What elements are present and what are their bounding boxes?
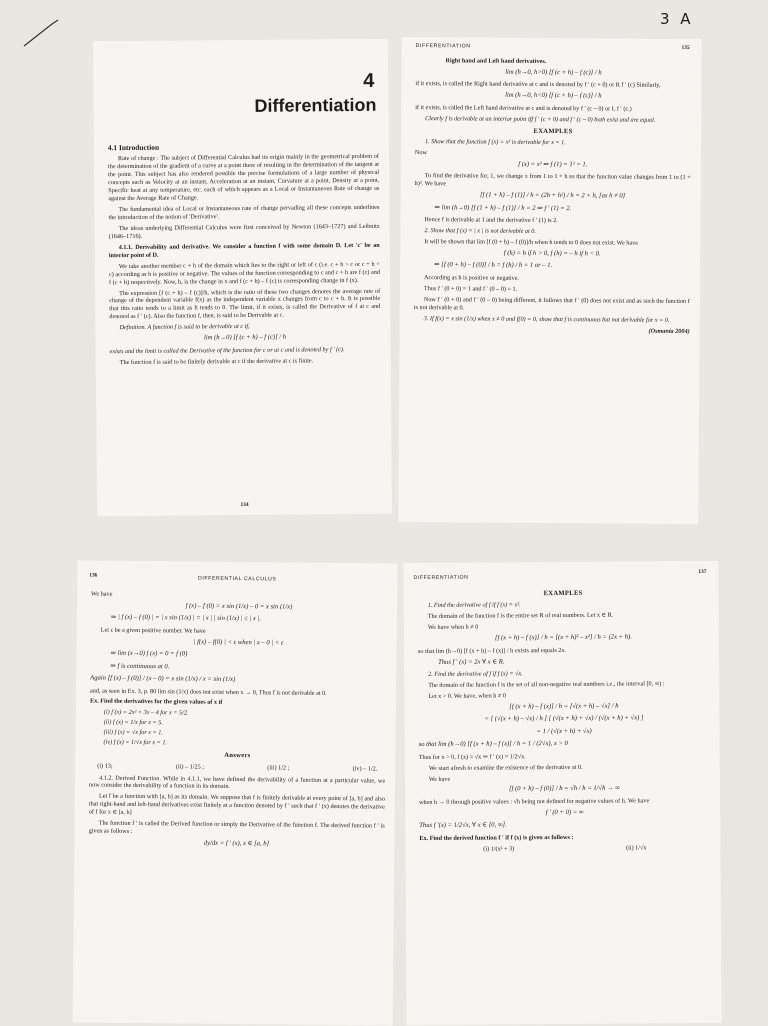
- exercise-heading: Ex. Find the derivatives for the given values of x if: [89, 697, 223, 707]
- equation: [f (x + h) – f (x)] / h = [(x + h)² – x²] / h = (2x + h).: [494, 633, 632, 642]
- paragraph: The domain of the function f is the set of all non-negative real numbers i.e., the interval [0, ∞) :: [428, 680, 665, 689]
- paragraph: We have when h ≠ 0: [427, 623, 479, 632]
- left-hand-limit-formula: lim (h→0, h<0) [f (c + h) – f (c)] / h: [505, 91, 602, 100]
- definition: Definition. A function f is said to be derivable at c if,: [119, 323, 250, 332]
- equation: ⇒ f is continuous at 0.: [110, 662, 170, 670]
- page-number: 136: [89, 572, 98, 579]
- equation: ⇒ lim (x→0) f (x) = 0 = f (0): [110, 649, 188, 658]
- source-citation: (Osmania 2004): [648, 327, 690, 335]
- running-head: DIFFERENTIAL CALCULUS: [197, 575, 277, 583]
- paragraph: We take another member c + h of the domain which lies to the right or left of c (i.e. c + h > c or c + h < c) according as h is positive or negative. The values of the function corresponding to c and c + h are f (c) and f (c + h) respectively. Now, h, is the change in x and f (c + h) – f (c) is corresponding change in f (x).: [108, 260, 380, 286]
- page-number: 137: [698, 568, 707, 576]
- paragraph: Hence f is derivable at 1 and the derivative f ′ (1) is 2.: [424, 216, 558, 225]
- paragraph: We have: [91, 590, 113, 598]
- paragraph: Let ε be a given positive number. We have: [100, 626, 206, 635]
- equation: Thus f ′(x) = 1/2√x, ∀ x ∈ [0, ∞].: [419, 821, 507, 830]
- equation: [f (0 + h) – f (0)] / h = √h / h = 1/√h → ∞: [508, 785, 620, 793]
- exercise-item: (ii) f (x) = 1/x for x = 5.: [103, 718, 163, 727]
- example-statement: 3. If f(x) = x sin (1/x) when x ≠ 0 and f(0) = 0, show that f is continuous but not derivable for x = 0.: [423, 314, 670, 324]
- page-134: [93, 39, 392, 517]
- page-136: [73, 560, 398, 1025]
- subsection-heading: 4.1.1. Derivability and derivative. We consider a function f with some domain D. Let 'c' be an interior point of D.: [108, 241, 380, 259]
- paragraph: Let f be a function with [a, b] as its domain. We suppose that f is finitely derivable at every point of [a, b] and also that right-hand and left-hand derivatives exist finitely at a function denoted by f ′ such that f ′ (x) denotes the derivative of f for x ∈ [a, b]: [88, 792, 385, 817]
- answer: (i) 13;: [97, 762, 113, 770]
- equation: f (x) – f (0) = x sin (1/x) – 0 = x sin (1/x): [185, 602, 293, 611]
- section-heading: Right hand and Left hand derivatives.: [445, 57, 547, 65]
- paragraph: We have: [428, 775, 451, 783]
- section-paragraph: 4.1.2. Derived Function. While in 4.1.1, we have defined the derivability of a function at a particular value, we now consider the derivability of a function in its domain.: [89, 774, 386, 791]
- equation: ⇒ | f (x) – f (0) | = | x sin (1/x) | = | x | | sin (1/x) | ≤ | x |.: [110, 614, 261, 623]
- paragraph: when h → 0 through positive values : √h being not defined for negative values of h. We have: [419, 797, 650, 806]
- paragraph: Now f ′ (0 + 0) and f ′ (0 – 0) being different, it follows that f ′ (0) does not exist and as such the function f is not derivable at 0.: [413, 295, 690, 312]
- page-number: 134: [240, 502, 249, 509]
- paragraph: The ideas underlying Differential Calculus were first conceived by Newton (1643–1727) and Leibnitz (1646–1716).: [108, 222, 380, 241]
- pen-stroke-mark: [22, 18, 62, 48]
- answer: (iv) – 1/2.: [352, 764, 378, 773]
- equation: [f (x + h) – f (x)] / h = [√(x + h) – √x] / h: [509, 702, 619, 711]
- right-hand-limit-formula: lim (h→0, h>0) [f (c + h) – f (c)] / h: [505, 68, 602, 77]
- equation: f (h) = h if h > 0, f (h) = – h if h < 0.: [503, 249, 601, 258]
- exercise-item: (i) f (x) = 2x² + 3x – 4 for x = 5/2.: [103, 708, 189, 717]
- running-head: DIFFERENTIATION: [413, 574, 469, 582]
- paragraph: The fundamental idea of Local or Instantaneous rate of change pervading all these concepts underlines the introduction of the notion of 'Derivative'.: [108, 203, 380, 222]
- example-statement: 1. Show that the function f (x) = x² is derivable for x = 1.: [424, 138, 566, 147]
- paragraph: Thus for x > 0, f (x) = √x ⇒ f ′ (x) = 1/2√x.: [418, 752, 526, 761]
- paragraph: To find the derivative for, 1, we change x from 1 to 1 + h so that the function value changes from 1 to (1 + h)². We have: [414, 172, 691, 188]
- paragraph: According as h is positive or negative.: [423, 273, 520, 282]
- page-135: [398, 37, 701, 524]
- paragraph: It will be shown that lim [f (0 + h) – f (0)]/h when h tends to 0 does not exist. We have: [424, 238, 639, 247]
- equation: ⇒ lim (h→0) [f (1 + h) – f (1)] / h = 2 ⇒ f ′ (1) = 2.: [434, 203, 572, 212]
- answer: (iii) 1/2 ;: [267, 763, 290, 772]
- paragraph: We start afresh to examine the existence of the derivative at 0.: [428, 763, 583, 772]
- equation: Again [f (x) – f (0)] / (x – 0) = x sin (1/x) / x = sin (1/x): [90, 674, 236, 684]
- paragraph: The expression [f (c + h) – f (c)]/h, which is the ratio of these two changes denotes the average rate of change of the dependent variable f(x) as the independent variable x changes from c to c + h. It is possible that this ratio tends to a limit as h tends to 0. The limit, if it exists, is called the Derivative of f at c and denoted as f ′ (c). Also the function f, then, is said to be Derivable at c.: [109, 287, 381, 321]
- paragraph: Clearly f is derivable at an interior point iff f ′ (c + 0) and f ′ (c – 0) both exist and are equal.: [425, 114, 656, 124]
- equation: Thus f ′ (x) = 2x ∀ x ∈ R.: [438, 658, 505, 666]
- section-title: 4.1 Introduction: [107, 142, 160, 153]
- paragraph: exists and the limit is called the Derivative of the function for c or at c and is denoted by f ′ (c).: [109, 345, 345, 355]
- paragraph: Now: [414, 149, 427, 157]
- paragraph: The domain of the function f is the entire set R of real numbers. Let x ∈ R.: [427, 612, 614, 621]
- exercise-heading: Ex. Find the derived function f ′ if f (x) is given as follows :: [419, 833, 574, 842]
- equation: ⇒ [f (0 + h) – f (0)] / h = f (h) / h = 1 or – 1.: [434, 261, 553, 270]
- paragraph: The function f is said to be finitely derivable at c if the derivative at c is finite.: [119, 356, 314, 366]
- paragraph: so that lim (h→0) [f (x + h) – f (x)] / h exists and equals 2x.: [417, 646, 567, 655]
- equation: = [ (√(x + h) – √x) / h ] [ (√(x + h) + √x) / (√(x + h) + √x) ]: [484, 714, 644, 723]
- page-number: 135: [681, 44, 690, 51]
- exercise-item: (i) 1/(x² + 3): [483, 844, 515, 853]
- example-statement: 2. Find the derivative of f if f (x) = √x.: [428, 670, 523, 678]
- equation: | f(x) – f(0) | < ε when | x – 0 | < ε: [193, 638, 284, 647]
- exercise-item: (iii) f (x) = √x for x = 1.: [103, 728, 164, 737]
- paragraph: and, as seen in Ex. 3, p. 80 lim sin (1/x) does not exist when x → 0, Thus f is not derivable at 0.: [90, 686, 327, 697]
- examples-heading: EXAMPLES: [543, 589, 583, 598]
- exercise-row: [427, 844, 702, 854]
- answers-heading: Answers: [224, 752, 251, 760]
- paragraph: Rate of change : The subject of Differential Calculus had its origin mainly in the geometrical problem of the determination of the gradient of a curve at a point there of resulting in the determination of the tangent at the point. This subject has also rendered possible the precise formulations of a large number of physical concepts such as Velocity at an instant, Acceleration at an instant, Curvature at a point, Density at a point, Specific heat at any temperature, etc. each of which appears as a Local or Instantaneous Rate of change as against the Average Rate of Change.: [108, 153, 380, 203]
- page-137: [403, 561, 721, 1025]
- equation: dy/dx = f ′ (x), x ∈ [a, b]: [203, 839, 270, 848]
- equation: so that lim (h→0) [f (x + h) – f (x)] / h = 1 / (2√x), x > 0: [418, 740, 568, 749]
- paragraph: if it exists, is called the Right hand derivative at c and is denoted by f ′ (c + 0) or R f ′ (c) Similarly,: [415, 80, 661, 90]
- paragraph: Let x > 0. We have, when h ≠ 0: [428, 692, 506, 700]
- exercise-item: (iv) f (x) = 1/√x for x = 1.: [103, 738, 168, 747]
- answer: (ii) – 1/25 ;: [175, 762, 204, 771]
- answers-row: [97, 762, 377, 773]
- handwritten-note: 3 A: [660, 10, 694, 28]
- equation: f (x) = x² ⇒ f (1) = 1² = 1.: [518, 160, 588, 169]
- running-head: DIFFERENTIATION: [415, 43, 471, 50]
- paragraph: Thus f ′ (0 + 0) = 1 and f ′ (0 – 0) = 1.: [423, 284, 518, 293]
- example-statement: 2. Show that f (x) = | x | is not derivable at 0.: [424, 227, 536, 235]
- exercise-list: [103, 709, 385, 750]
- paragraph: The function f ′ is called the Derived function or simply the Derivative of the function f. The derived function f ′ is given as follows :: [88, 819, 385, 836]
- chapter-number: 4: [363, 69, 375, 92]
- chapter-title: Differentiation: [254, 94, 377, 116]
- equation: f ′ (0 + 0) = ∞: [545, 808, 584, 816]
- equation: [f (1 + h) – f (1)] / h = (2h + h²) / h = 2 + h, [as h ≠ 0]: [479, 191, 626, 200]
- exercise-item: (ii) 1/√x: [626, 844, 647, 852]
- paragraph: if it exists, is called the Left hand derivative at c and is denoted by f ′ (c – 0) or L f ′ (c.): [415, 103, 632, 113]
- equation: = 1 / (√(x + h) + √x): [536, 727, 592, 735]
- limit-formula: lim (h→0) [f (c + h) – f (c)] / h: [203, 333, 287, 342]
- examples-heading: EXAMPLES: [533, 127, 573, 135]
- example-statement: 1. Find the derivative of f if f (x) = x².: [427, 601, 521, 610]
